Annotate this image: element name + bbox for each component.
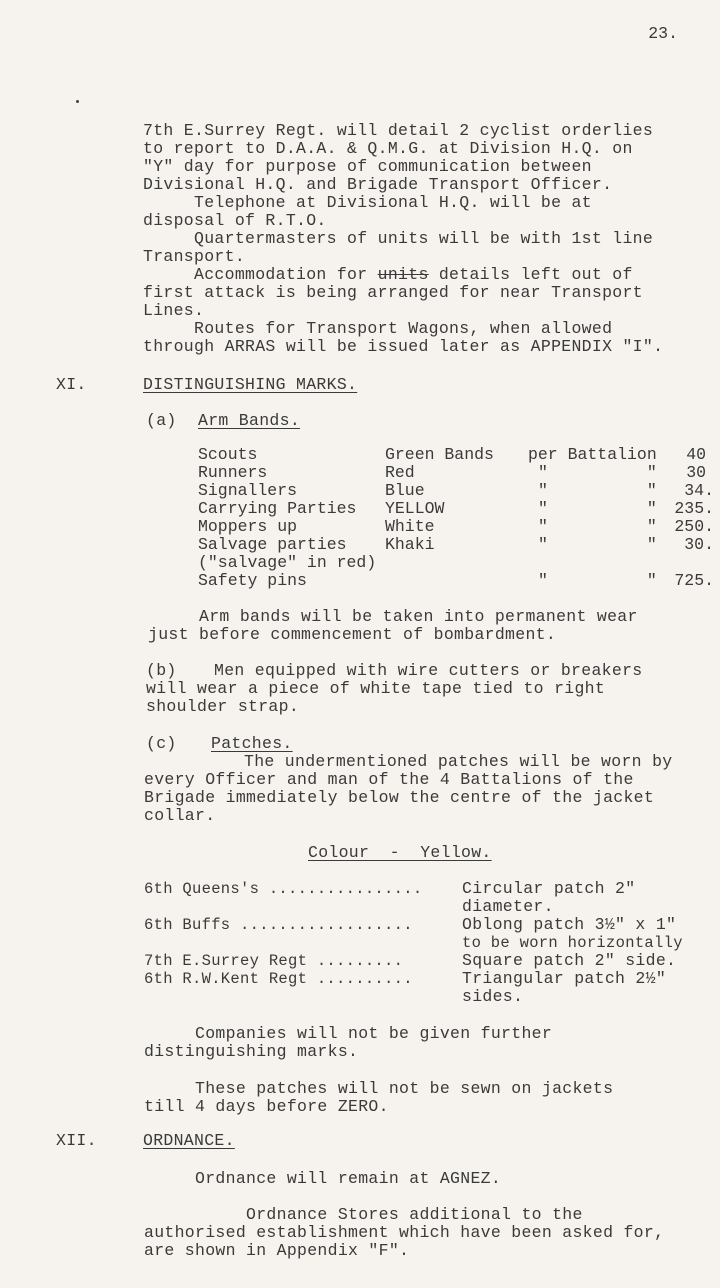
patch-unit: 6th R.W.Kent Regt .......... xyxy=(144,970,413,988)
table-cell-who: Safety pins xyxy=(198,571,307,590)
text-line: The undermentioned patches will be worn by xyxy=(244,752,673,771)
table-cell-who: Signallers xyxy=(198,481,298,500)
table-cell-who: Moppers up xyxy=(198,517,298,536)
struck-word: units xyxy=(377,265,429,284)
table-cell-who: ("salvage" in red) xyxy=(198,553,377,572)
text-line: Brigade immediately below the centre of the jacket xyxy=(144,788,655,807)
patch-desc: to be worn horizontally xyxy=(462,934,683,952)
table-cell-per: " " xyxy=(538,517,657,536)
text-line: Routes for Transport Wagons, when allowed xyxy=(143,319,613,338)
ink-dot xyxy=(76,100,79,103)
table-cell-per: " " xyxy=(538,463,657,482)
table-cell-per: " " xyxy=(538,499,657,518)
table-cell-colour: Khaki xyxy=(385,535,435,554)
table-cell-per: " " xyxy=(538,535,657,554)
table-cell-qty: 34. xyxy=(684,481,714,500)
text-line: authorised establishment which have been asked for, xyxy=(144,1223,665,1242)
patch-desc: Triangular patch 2½" xyxy=(462,969,667,988)
text-line: disposal of R.T.O. xyxy=(143,211,327,230)
text-line: 7th E.Surrey Regt. will detail 2 cyclist orderlies xyxy=(143,121,654,140)
text-line: just before commencement of bombardment. xyxy=(148,625,557,644)
text-line: every Officer and man of the 4 Battalions of the xyxy=(144,770,634,789)
table-cell-who: Salvage parties xyxy=(198,535,347,554)
table-cell-qty: 235. xyxy=(674,499,714,518)
subsection-title: Arm Bands. xyxy=(198,411,301,430)
text-line: shoulder strap. xyxy=(146,697,300,716)
colour-heading: Colour - Yellow. xyxy=(308,843,492,862)
text-fragment: Accommodation for xyxy=(143,265,368,284)
text-line: Ordnance Stores additional to the xyxy=(144,1205,583,1224)
table-cell-qty: 30 xyxy=(686,463,706,482)
section-number: XI. xyxy=(56,375,87,394)
text-line: These patches will not be sewn on jackets xyxy=(144,1079,614,1098)
patch-unit: 6th Buffs .................. xyxy=(144,916,413,934)
patch-desc: Square patch 2" side. xyxy=(462,951,677,970)
table-cell-colour: Blue xyxy=(385,481,425,500)
patch-desc: sides. xyxy=(462,987,524,1006)
patch-desc: Oblong patch 3½" x 1" xyxy=(462,915,677,934)
text-line: Ordnance will remain at AGNEZ. xyxy=(144,1169,502,1188)
subsection-label: (b) xyxy=(146,661,177,680)
table-cell-who: Runners xyxy=(198,463,268,482)
text-fragment: details left out of xyxy=(428,265,633,284)
subsection-title: Patches. xyxy=(211,734,293,753)
page-number: 23. xyxy=(648,24,678,43)
text-line: Men equipped with wire cutters or breakers xyxy=(214,661,643,680)
text-line: Quartermasters of units will be with 1st line xyxy=(143,229,654,248)
text-line: will wear a piece of white tape tied to right xyxy=(146,679,606,698)
patch-unit: 7th E.Surrey Regt ......... xyxy=(144,952,404,970)
table-cell-qty: 30. xyxy=(684,535,714,554)
text-line: through ARRAS will be issued later as APPENDIX "I". xyxy=(143,337,664,356)
text-line: Telephone at Divisional H.Q. will be at xyxy=(143,193,592,212)
table-cell-per: " " xyxy=(538,481,657,500)
text-line: Arm bands will be taken into permanent wear xyxy=(148,607,638,626)
text-line: to report to D.A.A. & Q.M.G. at Division H.Q. on xyxy=(143,139,633,158)
text-line: Companies will not be given further xyxy=(144,1024,553,1043)
table-cell-qty: 250. xyxy=(674,517,714,536)
table-cell-per: " " xyxy=(538,571,657,590)
text-line: Transport. xyxy=(143,247,246,266)
text-line: first attack is being arranged for near Transport xyxy=(143,283,643,302)
subsection-label: (c) xyxy=(146,734,177,753)
patch-desc: diameter. xyxy=(462,897,554,916)
section-number: XII. xyxy=(56,1131,97,1150)
text-line xyxy=(143,266,633,284)
text-line: "Y" day for purpose of communication between xyxy=(143,157,592,176)
text-line: Divisional H.Q. and Brigade Transport Officer. xyxy=(143,175,613,194)
table-cell-who: Scouts xyxy=(198,445,258,464)
table-cell-per: per Battalion xyxy=(528,445,657,464)
table-cell-colour: YELLOW xyxy=(385,499,445,518)
table-cell-who: Carrying Parties xyxy=(198,499,357,518)
text-line: are shown in Appendix "F". xyxy=(144,1241,410,1260)
table-cell-colour: White xyxy=(385,517,435,536)
table-cell-colour: Green Bands xyxy=(385,445,494,464)
text-line: distinguishing marks. xyxy=(144,1042,359,1061)
text-line: Lines. xyxy=(143,301,205,320)
table-cell-qty: 40 xyxy=(686,445,706,464)
section-title: ORDNANCE. xyxy=(143,1131,235,1150)
section-title: DISTINGUISHING MARKS. xyxy=(143,375,358,394)
subsection-label: (a) xyxy=(146,411,177,430)
table-cell-qty: 725. xyxy=(674,571,714,590)
patch-unit: 6th Queens's ................ xyxy=(144,880,423,898)
text-line: collar. xyxy=(144,806,216,825)
text-line: till 4 days before ZERO. xyxy=(144,1097,389,1116)
patch-desc: Circular patch 2" xyxy=(462,879,636,898)
table-cell-colour: Red xyxy=(385,463,415,482)
